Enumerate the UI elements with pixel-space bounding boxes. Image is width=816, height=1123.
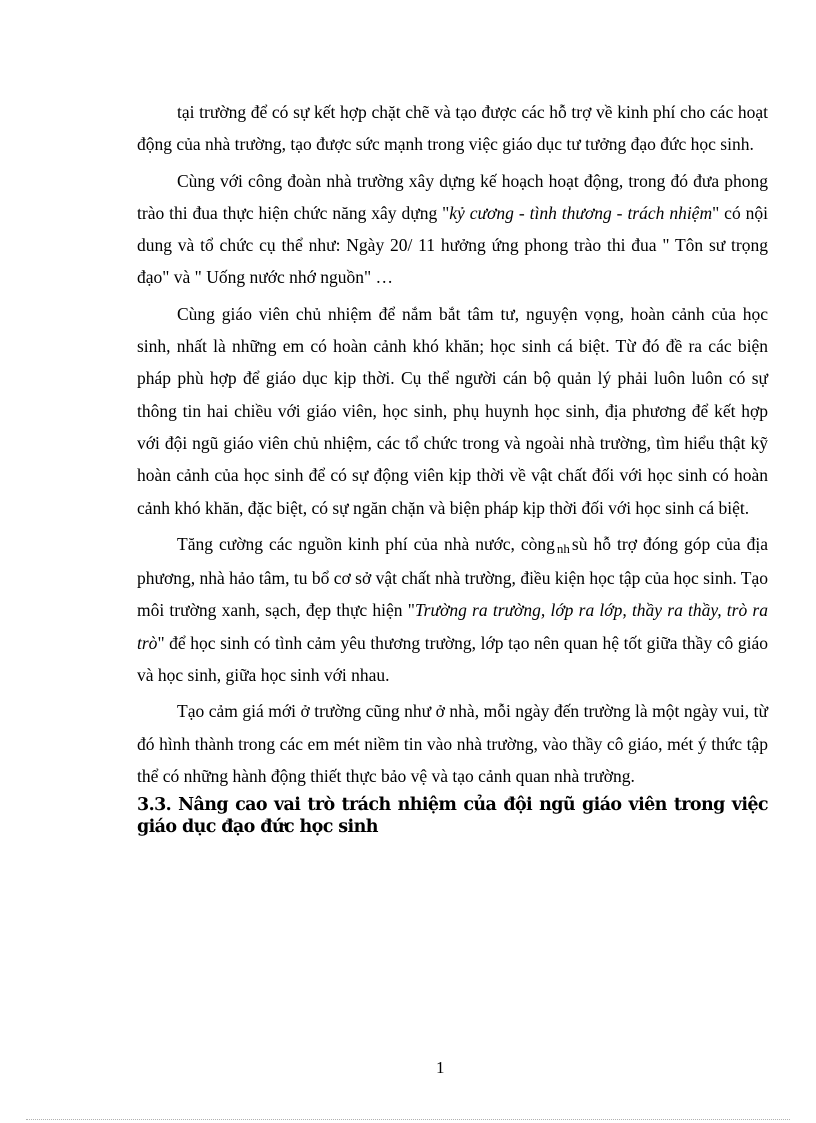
page-bottom-divider — [26, 1119, 790, 1120]
paragraph-4-text-end: " để học sinh có tình cảm yêu thương trường, lớp tạo nên quan hệ tốt giữa thầy cô giáo và học sinh, giữa học sinh với nhau. — [137, 632, 768, 686]
paragraph-4-text-middle: sù hỗ trợ đóng góp của địa phương, nhà hảo tâm, tu bổ cơ sở vật chất nhà trường, điều kiện học tập của học sinh. Tạo môi trường xanh, sạch, đẹp thực hiện " — [137, 533, 768, 621]
paragraph-2-text-end: " có nội dung và tổ chức cụ thể như: Ngày 20/ 11 hưởng ứng phong trào thi đua " Tôn sư trọng đạo" và " Uống nước nhớ nguồn" … — [137, 202, 768, 288]
paragraph-1: tại trường để có sự kết hợp chặt chẽ và tạo được các hỗ trợ về kinh phí cho các hoạt động của nhà trường, tạo được sức mạnh trong việc giáo dục tư tưởng đạo đức học sinh. — [137, 102, 768, 155]
paragraph-4-italic-phrase: Trường ra trường, lớp ra lớp, thầy ra thầy, trò ra trò — [137, 600, 768, 653]
document-page — [137, 96, 768, 838]
page-number: 1 — [436, 1058, 445, 1077]
section-heading: 3.3. Nâng cao vai trò trách nhiệm của đội ngũ giáo viên trong việc giáo dục đạo đức học sinh — [137, 795, 768, 838]
paragraph-2-italic-phrase: kỷ cương - tình thương - trách nhiệm — [449, 202, 713, 223]
paragraph-4 — [137, 528, 768, 691]
paragraph-4-text-start: Tăng cường các nguồn kinh phí của nhà nước, còng — [177, 533, 555, 554]
paragraph-3: Cùng giáo viên chủ nhiệm để nắm bắt tâm tư, nguyện vọng, hoàn cảnh của học sinh, nhất là những em có hoàn cảnh khó khăn; học sinh cá biệt. Từ đó đề ra các biện pháp phù hợp để giáo dục kịp thời. Cụ thể người cán bộ quản lý phải luôn luôn có sự thông tin hai chiều với giáo viên, học sinh, phụ huynh học sinh, địa phương để kết hợp với đội ngũ giáo viên chủ nhiệm, các tổ chức trong và ngoài nhà trường, tìm hiểu thật kỹ hoàn cảnh của học sinh để có sự động viên kịp thời về vật chất đối với học sinh có hoàn cảnh khó khăn, đặc biệt, có sự ngăn chặn và biện pháp kịp thời đối với học sinh cá biệt. — [137, 303, 768, 518]
paragraph-5: Tạo cảm giá mới ở trường cũng như ở nhà, mỗi ngày đến trường là một ngày vui, từ đó hình thành trong các em mét niềm tin vào nhà trường, vào thầy cô giáo, mét ý thức tập thể có những hành động thiết thực bảo vệ và tạo cảnh quan nhà trường. — [137, 701, 768, 786]
paragraph-2-text-start: Cùng với công đoàn nhà trường xây dựng kế hoạch hoạt động, trong đó đưa phong trào thi đua thực hiện chức năng xây dựng " — [137, 170, 768, 223]
paragraph-2 — [137, 165, 768, 294]
paragraph-4-small-text: nh — [556, 540, 570, 556]
